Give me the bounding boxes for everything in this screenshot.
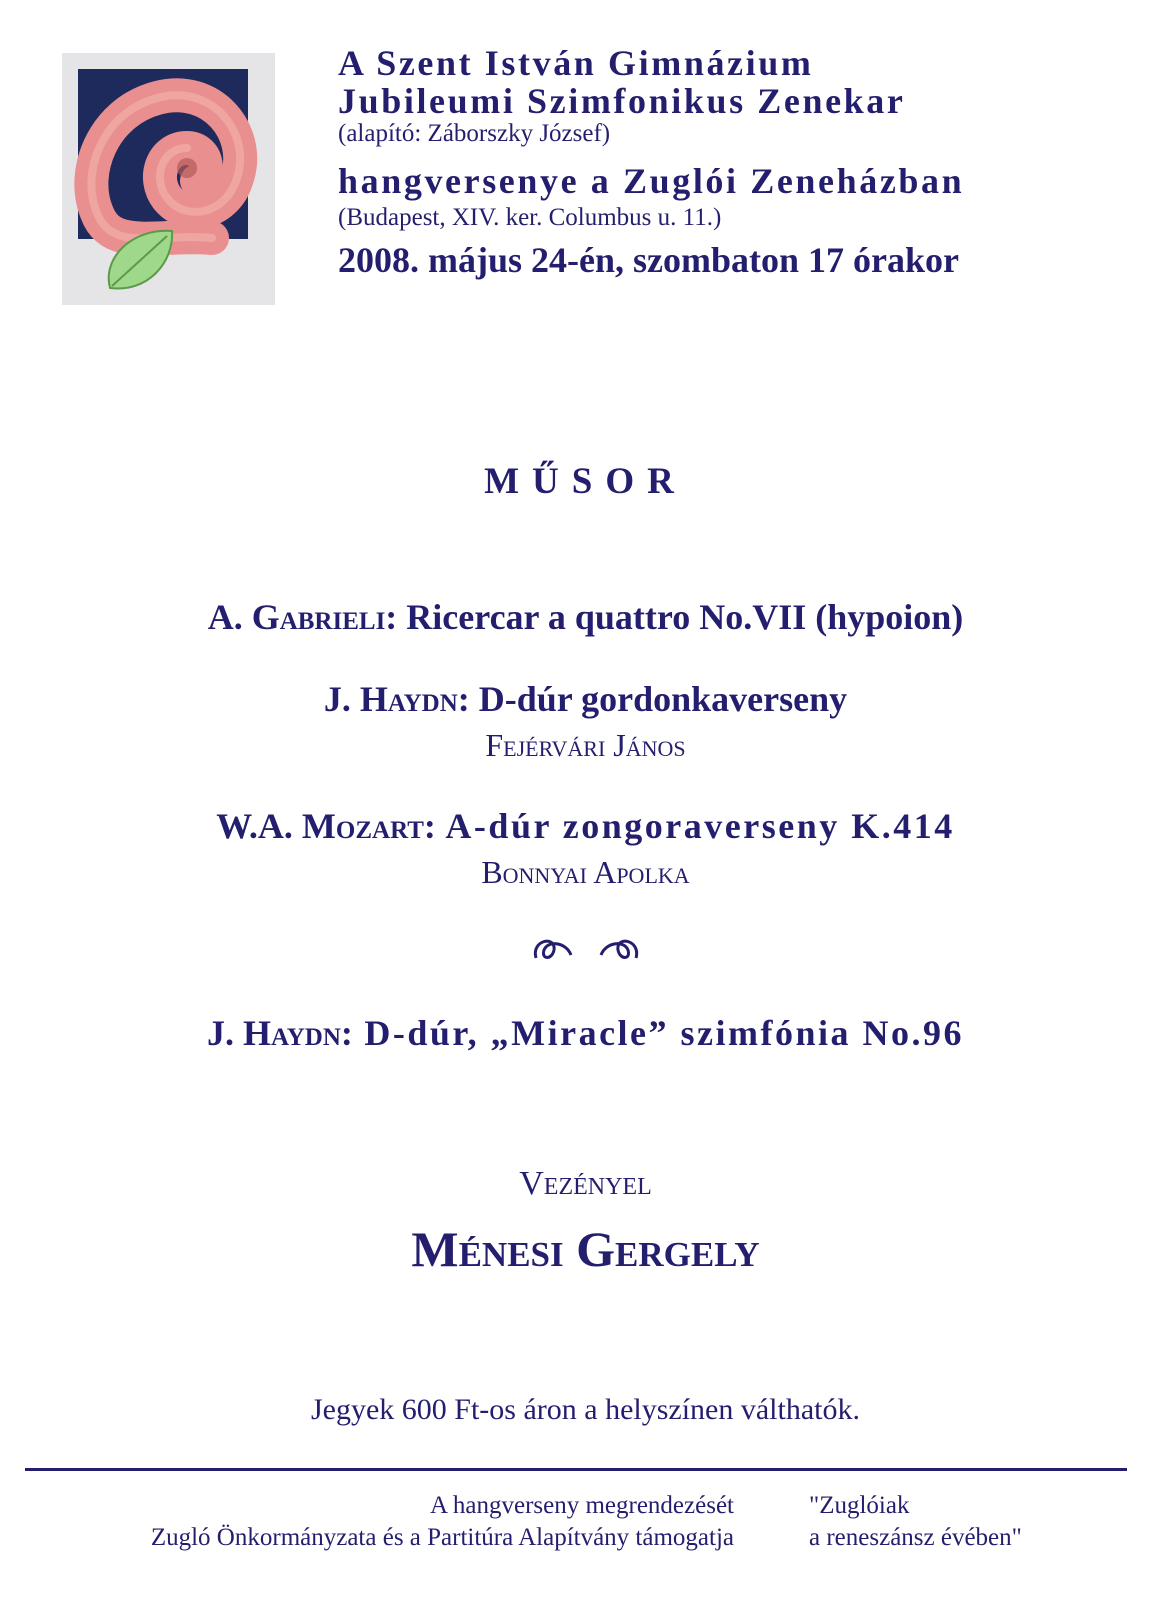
school-name: A Szent István Gimnázium xyxy=(338,43,814,83)
concert-date: 2008. május 24-én, szombaton 17 órakor xyxy=(338,240,959,280)
venue-address: (Budapest, XIV. ker. Columbus u. 11.) xyxy=(338,204,722,231)
sponsor-line-1: A hangverseny megrendezését xyxy=(429,1492,734,1519)
orchestra-logo xyxy=(62,53,275,305)
composer-name: W.A. Mozart: xyxy=(216,806,436,846)
venue-line: hangversenye a Zuglói Zeneházban xyxy=(338,161,965,201)
series-line-2: a reneszánsz évében" xyxy=(809,1524,1022,1551)
footer-divider xyxy=(25,1468,1127,1471)
sponsor-note xyxy=(151,1490,734,1554)
composer-name: J. Haydn: xyxy=(206,1013,353,1053)
founder-note: (alapító: Záborszky József) xyxy=(338,120,611,147)
program-item xyxy=(0,1012,1171,1054)
conductor-name: Ménesi Gergely xyxy=(411,1221,760,1277)
concert-header xyxy=(338,44,1138,280)
program-title: MŰSOR xyxy=(484,461,687,502)
orchestra-name: Jubileumi Szimfonikus Zenekar xyxy=(338,81,906,121)
sponsor-line-2: Zugló Önkormányzata és a Partitúra Alapítvány támogatja xyxy=(150,1524,734,1551)
flourish-ornament-icon xyxy=(526,930,646,970)
ornament-divider xyxy=(0,930,1171,975)
scroll-leaf-logo-icon xyxy=(62,53,275,305)
program-item xyxy=(0,678,1171,720)
work-title: D-dúr gordonkaverseny xyxy=(469,679,848,719)
work-title: D-dúr, „Miracle” szimfónia No.96 xyxy=(352,1013,965,1053)
performer-name: Bonnyai Apolka xyxy=(481,854,690,890)
work-title: Ricercar a quattro No.VII (hypoion) xyxy=(397,597,964,637)
composer-name: A. Gabrieli: xyxy=(207,597,398,637)
program-item xyxy=(0,596,1171,638)
conductor-label: Vezényel xyxy=(519,1165,652,1202)
composer-name: J. Haydn: xyxy=(323,679,470,719)
ticket-info: Jegyek 600 Ft-os áron a helyszínen válthatók. xyxy=(310,1393,861,1426)
program-item xyxy=(0,805,1171,847)
performer-name: Fejérvári János xyxy=(485,727,686,763)
work-title: A-dúr zongoraverseny K.414 xyxy=(435,806,955,846)
series-title xyxy=(809,1490,1022,1554)
series-line-1: "Zuglóiak xyxy=(809,1492,910,1519)
